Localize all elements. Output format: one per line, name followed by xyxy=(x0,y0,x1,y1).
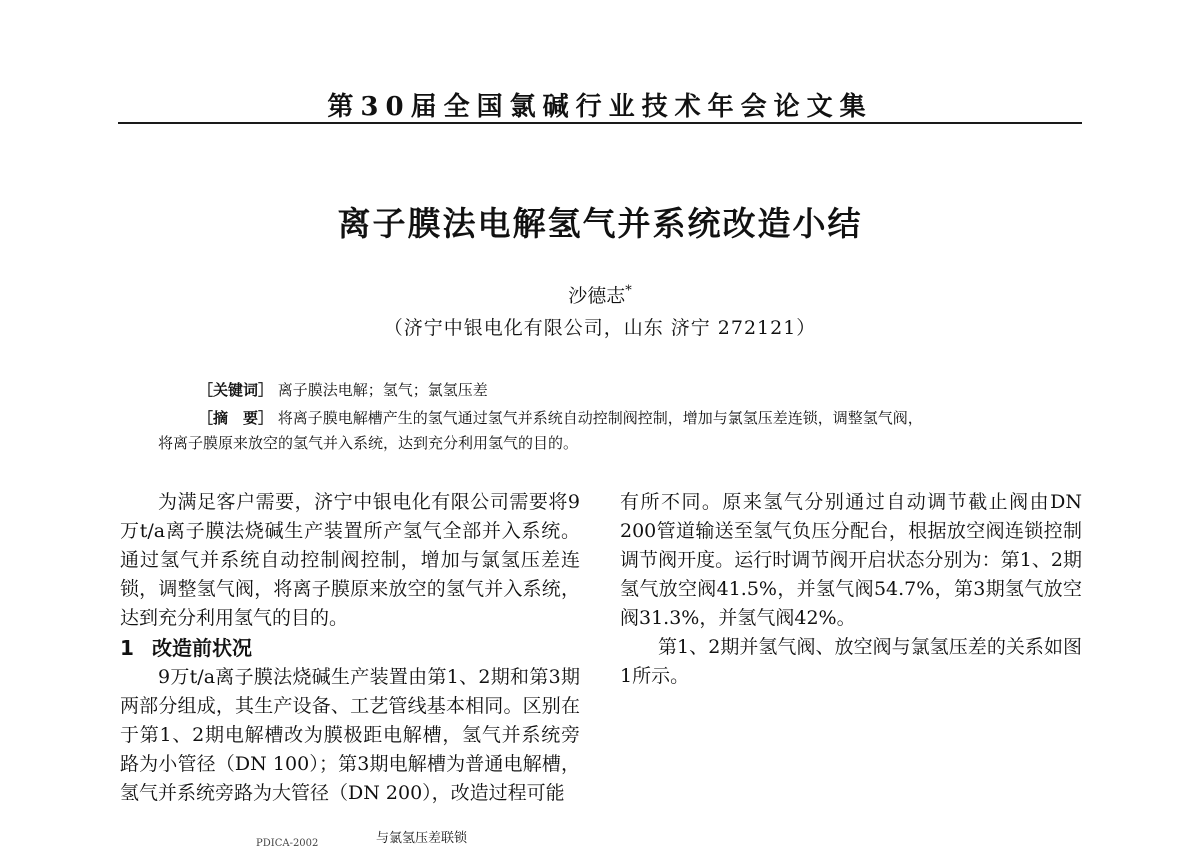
section-title: 改造前状况 xyxy=(152,636,252,660)
running-header: 第30届全国氯碱行业技术年会论文集 xyxy=(327,92,873,122)
section-heading xyxy=(120,633,580,663)
abstract-line-2: 将离子膜原来放空的氢气并入系统，达到充分利用氢气的目的。 xyxy=(158,434,579,452)
body-column-right xyxy=(620,488,1082,691)
author-name: 沙德志 xyxy=(568,285,626,307)
figure-fragment: PDICA-2002 xyxy=(256,838,319,849)
figure-caption: 与氯氢压差联锁 xyxy=(376,831,468,846)
section1-paragraph-2: 第1、2期并氢气阀、放空阀与氯氢压差的关系如图1所示。 xyxy=(620,636,1082,687)
header-rule xyxy=(118,122,1082,124)
section1-paragraph-1-continued: 有所不同。原来氢气分别通过自动调节截止阀由DN 200管道输送至氢气负压分配台，根据放空阀连锁控制调节阀开度。运行时调节阀开启状态分别为：第1、2期氢气放空阀41.5%，并氢气阀54.7%，第3期氢气放空阀31.3%，并氢气阀42%。 xyxy=(620,491,1082,629)
keywords xyxy=(198,379,488,401)
body-column-left xyxy=(120,488,580,808)
paper-title: 离子膜法电解氢气并系统改造小结 xyxy=(337,204,863,243)
abstract-text-1: 将离子膜电解槽产生的氢气通过氢气并系统自动控制阀控制，增加与氯氢压差连锁，调整氢气阀， xyxy=(277,409,923,427)
abstract-label: ［摘 要］ xyxy=(198,409,274,427)
author-mark: * xyxy=(625,283,632,299)
keywords-text: 离子膜法电解；氢气；氯氢压差 xyxy=(277,381,488,399)
abstract-line-1 xyxy=(198,407,923,429)
intro-paragraph: 为满足客户需要，济宁中银电化有限公司需要将9万t/a离子膜法烧碱生产装置所产氢气全部并入系统。通过氢气并系统自动控制阀控制，增加与氯氢压差连锁，调整氢气阀，将离子膜原来放空的氢气并入系统，达到充分利用氢气的目的。 xyxy=(120,491,580,629)
author xyxy=(120,281,1080,308)
section-number: 1 xyxy=(120,636,134,660)
keywords-label: ［关键词］ xyxy=(198,381,274,399)
affiliation: （济宁中银电化有限公司，山东 济宁 272121） xyxy=(383,317,817,339)
section1-paragraph-1: 9万t/a离子膜法烧碱生产装置由第1、2期和第3期两部分组成，其生产设备、工艺管线基本相同。区别在于第1、2期电解槽改为膜极距电解槽，氢气并系统旁路为小管径（DN 100）；第3期电解槽为普通电解槽，氢气并系统旁路为大管径（DN 200），改造过程可能 xyxy=(120,666,580,804)
